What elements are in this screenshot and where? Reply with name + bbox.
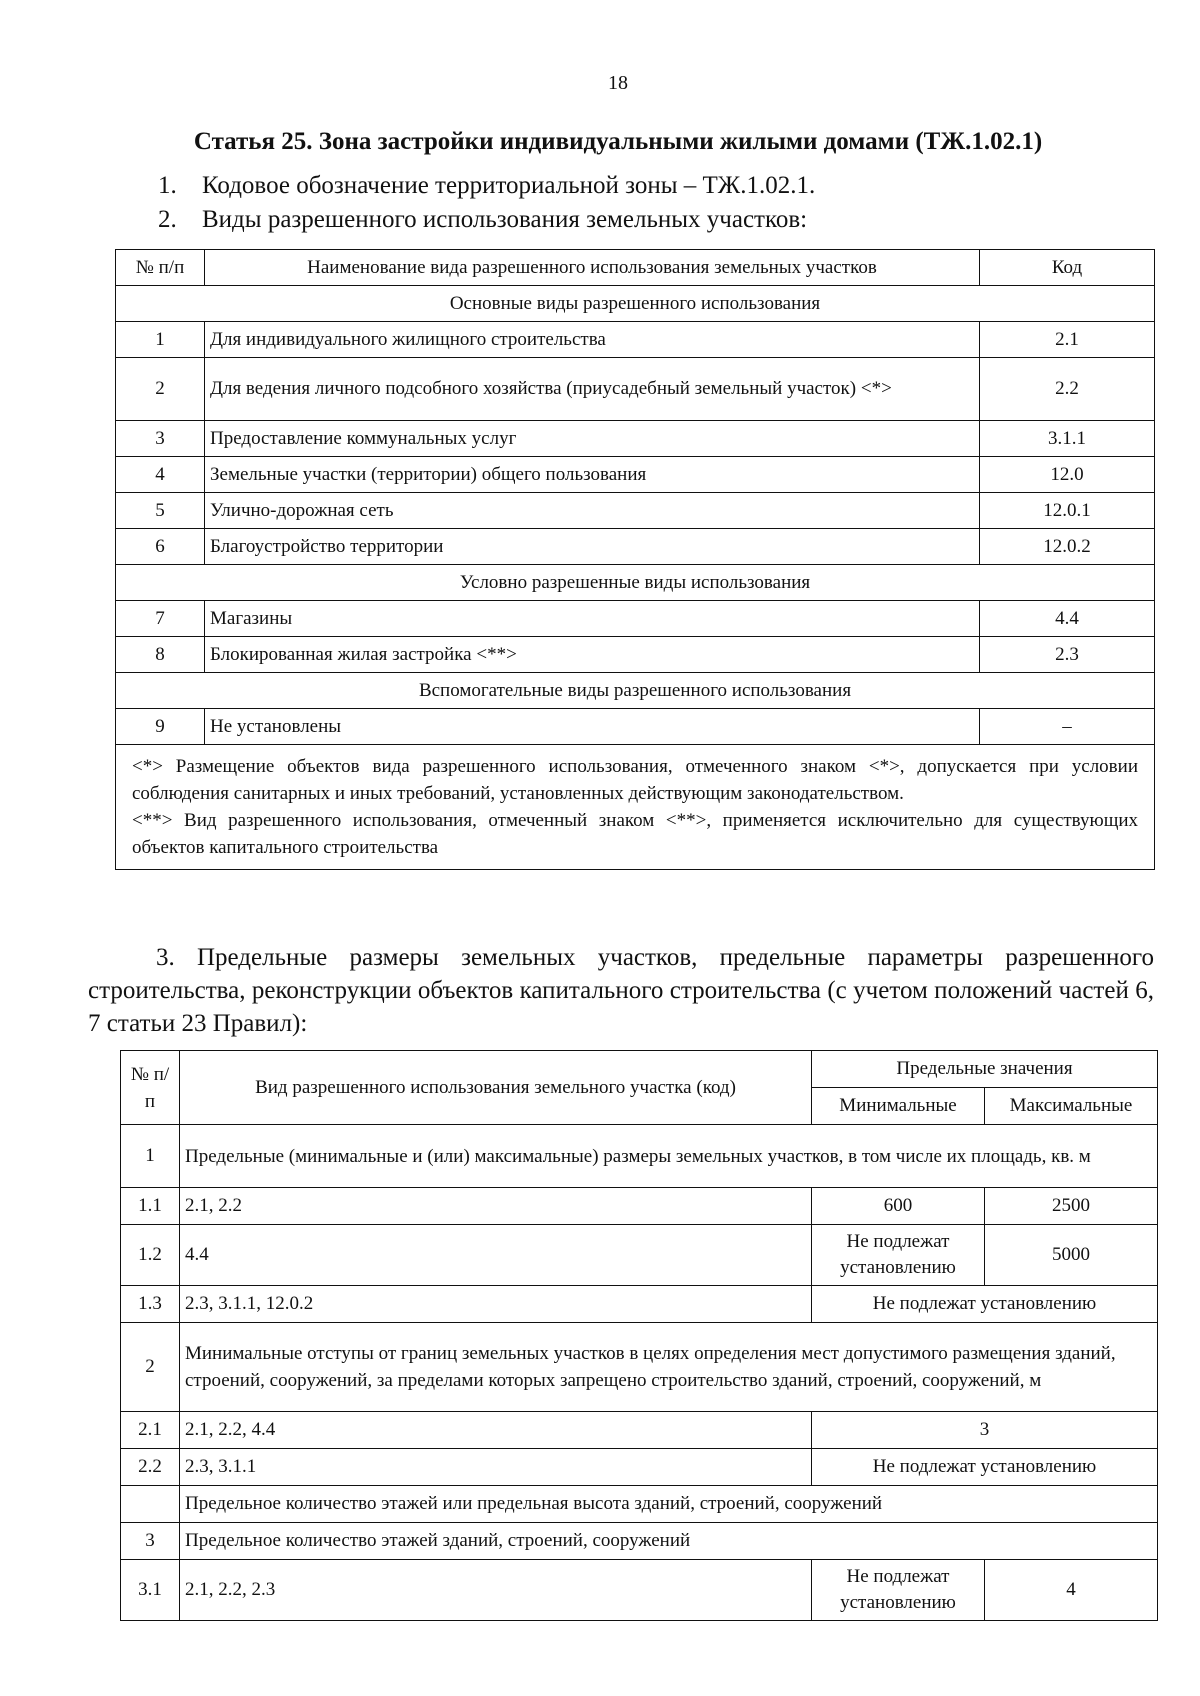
row-num: 1 bbox=[116, 322, 205, 358]
list-item-number: 1. bbox=[158, 172, 177, 199]
row-min: Не подлежат установлению bbox=[812, 1225, 985, 1286]
list-item-text: Виды разрешенного использования земельных участков: bbox=[202, 206, 808, 233]
row-kind: 2.3, 3.1.1 bbox=[180, 1449, 812, 1486]
row-num: 5 bbox=[116, 493, 205, 529]
table-row bbox=[116, 529, 1155, 565]
table-row bbox=[116, 322, 1155, 358]
row-max: 2500 bbox=[985, 1188, 1158, 1225]
table-row bbox=[121, 1323, 1158, 1412]
row-num: 1 bbox=[121, 1125, 180, 1188]
table-header-row bbox=[116, 250, 1155, 286]
list-item bbox=[158, 172, 815, 200]
row-merged-value: Не подлежат установлению bbox=[812, 1449, 1158, 1486]
table-row bbox=[116, 709, 1155, 745]
header-limits: Предельные значения bbox=[812, 1051, 1158, 1088]
row-min: 600 bbox=[812, 1188, 985, 1225]
row-code: 2.3 bbox=[980, 637, 1155, 673]
row-code: 12.0 bbox=[980, 457, 1155, 493]
row-kind: Предельное количество этажей зданий, строений, сооружений bbox=[180, 1523, 1158, 1560]
paragraph-3-text: 3. Предельные размеры земельных участков, предельные параметры разрешенного строительства, реконструкции объектов капитального строительства (с учетом положений частей 6, 7 статьи 23 Правил): bbox=[88, 944, 1154, 1037]
row-num: 6 bbox=[116, 529, 205, 565]
row-max: 4 bbox=[985, 1560, 1158, 1621]
table-row bbox=[121, 1486, 1158, 1523]
row-max: 5000 bbox=[985, 1225, 1158, 1286]
header-max: Максимальные bbox=[985, 1088, 1158, 1125]
header-min: Минимальные bbox=[812, 1088, 985, 1125]
row-name: Земельные участки (территории) общего пользования bbox=[205, 457, 980, 493]
header-name: Наименование вида разрешенного использования земельных участков bbox=[205, 250, 980, 286]
list-item-text: Кодовое обозначение территориальной зоны – ТЖ.1.02.1. bbox=[202, 172, 816, 199]
row-name: Не установлены bbox=[205, 709, 980, 745]
row-code: 12.0.1 bbox=[980, 493, 1155, 529]
row-num: 2.1 bbox=[121, 1412, 180, 1449]
row-merged-value: 3 bbox=[812, 1412, 1158, 1449]
paragraph-3 bbox=[88, 941, 1154, 1040]
row-kind: 4.4 bbox=[180, 1225, 812, 1286]
row-num: 1.3 bbox=[121, 1286, 180, 1323]
row-name: Магазины bbox=[205, 601, 980, 637]
row-num: 4 bbox=[116, 457, 205, 493]
row-name: Благоустройство территории bbox=[205, 529, 980, 565]
list-item-number: 2. bbox=[158, 206, 177, 233]
table-row bbox=[121, 1523, 1158, 1560]
row-name: Блокированная жилая застройка <**> bbox=[205, 637, 980, 673]
row-kind: Предельные (минимальные и (или) максимальные) размеры земельных участков, в том числе их площадь, кв. м bbox=[180, 1125, 1158, 1188]
row-name: Улично-дорожная сеть bbox=[205, 493, 980, 529]
table-row bbox=[121, 1286, 1158, 1323]
row-num: 3 bbox=[116, 421, 205, 457]
section-title: Основные виды разрешенного использования bbox=[116, 286, 1155, 322]
row-merged-value: Не подлежат установлению bbox=[812, 1286, 1158, 1323]
table-row bbox=[121, 1412, 1158, 1449]
row-name: Для индивидуального жилищного строительства bbox=[205, 322, 980, 358]
row-min: Не подлежат установлению bbox=[812, 1560, 985, 1621]
table-row bbox=[121, 1225, 1158, 1286]
row-name: Предоставление коммунальных услуг bbox=[205, 421, 980, 457]
row-kind: Предельное количество этажей или предельная высота зданий, строений, сооружений bbox=[180, 1486, 1158, 1523]
table-row bbox=[121, 1449, 1158, 1486]
row-kind: 2.1, 2.2, 4.4 bbox=[180, 1412, 812, 1449]
row-name: Для ведения личного подсобного хозяйства (приусадебный земельный участок) <*> bbox=[205, 358, 980, 421]
row-kind: 2.1, 2.2, 2.3 bbox=[180, 1560, 812, 1621]
footnote: <**> Вид разрешенного использования, отмеченный знаком <**>, применяется исключительно для существующих объектов капитального строительства bbox=[132, 810, 1138, 858]
row-num: 2 bbox=[121, 1323, 180, 1412]
article-title: Статья 25. Зона застройки индивидуальными жилыми домами (ТЖ.1.02.1) bbox=[193, 128, 1043, 155]
page-number: 18 bbox=[608, 72, 628, 94]
section-title: Вспомогательные виды разрешенного использования bbox=[116, 673, 1155, 709]
row-num: 2 bbox=[116, 358, 205, 421]
row-num: 2.2 bbox=[121, 1449, 180, 1486]
row-code: – bbox=[980, 709, 1155, 745]
table-footnotes bbox=[116, 745, 1155, 870]
header-num: № п/п bbox=[116, 250, 205, 286]
header-code: Код bbox=[980, 250, 1155, 286]
row-num bbox=[121, 1486, 180, 1523]
row-num: 9 bbox=[116, 709, 205, 745]
row-code: 12.0.2 bbox=[980, 529, 1155, 565]
row-num: 3 bbox=[121, 1523, 180, 1560]
table-row bbox=[116, 457, 1155, 493]
header-kind: Вид разрешенного использования земельного участка (код) bbox=[180, 1051, 812, 1125]
row-code: 2.1 bbox=[980, 322, 1155, 358]
table-row bbox=[121, 1188, 1158, 1225]
table-header-row bbox=[121, 1051, 1158, 1088]
table-row bbox=[116, 421, 1155, 457]
row-num: 8 bbox=[116, 637, 205, 673]
row-num: 7 bbox=[116, 601, 205, 637]
table-row bbox=[121, 1125, 1158, 1188]
row-num: 1.1 bbox=[121, 1188, 180, 1225]
limit-parameters-table bbox=[120, 1050, 1158, 1621]
row-code: 4.4 bbox=[980, 601, 1155, 637]
row-kind: 2.3, 3.1.1, 12.0.2 bbox=[180, 1286, 812, 1323]
table-row bbox=[116, 601, 1155, 637]
table-row bbox=[116, 637, 1155, 673]
section-title: Условно разрешенные виды использования bbox=[116, 565, 1155, 601]
permitted-uses-table bbox=[115, 249, 1155, 870]
row-num: 1.2 bbox=[121, 1225, 180, 1286]
row-kind: Минимальные отступы от границ земельных участков в целях определения мест допустимого размещения зданий, строений, сооружений, за пределами которых запрещено строительство зданий, строений, сооружений, м bbox=[180, 1323, 1158, 1412]
table-row bbox=[116, 358, 1155, 421]
table-row bbox=[116, 493, 1155, 529]
row-code: 3.1.1 bbox=[980, 421, 1155, 457]
row-num: 3.1 bbox=[121, 1560, 180, 1621]
list-item bbox=[158, 206, 807, 234]
row-code: 2.2 bbox=[980, 358, 1155, 421]
header-num: № п/п bbox=[121, 1051, 180, 1125]
row-kind: 2.1, 2.2 bbox=[180, 1188, 812, 1225]
footnote: <*> Размещение объектов вида разрешенного использования, отмеченного знаком <*>, допускается при условии соблюдения санитарных и иных требований, установленных действующим законодательством. bbox=[132, 756, 1138, 804]
table-row bbox=[121, 1560, 1158, 1621]
